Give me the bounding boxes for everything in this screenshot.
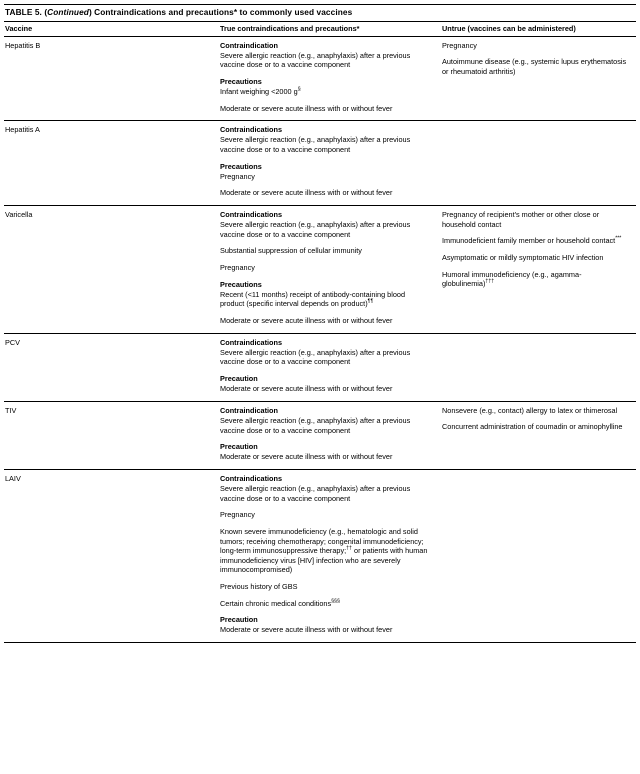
content-block	[220, 474, 430, 503]
block-text-main: Concurrent administration of coumadin or aminophylline	[442, 422, 623, 432]
cell-true-contraindications	[216, 121, 438, 206]
block-text	[442, 236, 628, 246]
block-heading: Precaution	[220, 442, 258, 452]
content-block	[220, 104, 430, 114]
cell-true-contraindications	[216, 469, 438, 642]
block-text-main: Pregnancy	[220, 263, 255, 273]
block-text	[442, 270, 628, 289]
block-heading: Contraindication	[220, 405, 278, 415]
cell-true-contraindications	[216, 401, 438, 469]
content-block	[220, 316, 430, 326]
cell-untrue	[438, 121, 636, 206]
content-block	[220, 338, 430, 367]
content-block	[220, 125, 430, 154]
block-text	[442, 210, 628, 229]
block-heading: Precaution	[220, 374, 258, 384]
footnote-marker: ††	[346, 545, 352, 552]
block-text-main: Pregnancy	[220, 510, 255, 520]
content-block	[220, 280, 430, 309]
block-text-main: Asymptomatic or mildly symptomatic HIV infection	[442, 252, 604, 262]
block-text-main: Moderate or severe acute illness with or without fever	[220, 625, 393, 635]
table-title-prefix: TABLE 5. (	[5, 7, 48, 17]
content-block	[220, 615, 430, 635]
content-block	[220, 41, 430, 70]
cell-vaccine	[4, 401, 216, 469]
block-text	[220, 384, 430, 394]
block-text-main: Immunodeficient family member or household contact	[442, 236, 616, 246]
block-text	[220, 51, 430, 70]
cell-vaccine	[4, 469, 216, 642]
content-block	[220, 406, 430, 435]
block-text-main: Severe allergic reaction (e.g., anaphylaxis) after a previous vaccine dose or to a vaccine component	[220, 484, 411, 503]
cell-vaccine	[4, 333, 216, 401]
block-text-main: Certain chronic medical conditions	[220, 598, 332, 608]
vaccine-label: Varicella	[5, 210, 33, 220]
block-text-main: Pregnancy	[220, 171, 255, 181]
block-text-main: Severe allergic reaction (e.g., anaphylaxis) after a previous vaccine dose or to a vaccine component	[220, 135, 411, 155]
block-heading: Precautions	[220, 279, 262, 289]
content-block	[442, 236, 628, 246]
cell-vaccine	[4, 121, 216, 206]
block-text-main: Autoimmune disease (e.g., systemic lupus erythematosis or rheumatoid arthritis)	[442, 57, 627, 76]
block-text-main: Previous history of GBS	[220, 582, 298, 592]
column-header-untrue: Untrue (vaccines can be administered)	[438, 21, 636, 36]
content-block	[220, 442, 430, 462]
content-block	[220, 210, 430, 239]
block-heading: Contraindication	[220, 40, 278, 50]
block-text	[220, 484, 430, 503]
cell-untrue	[438, 333, 636, 401]
vaccine-label: TIV	[5, 405, 17, 415]
content-block	[220, 162, 430, 182]
block-text	[220, 172, 430, 182]
content-block	[442, 253, 628, 263]
footnote-marker: †††	[485, 278, 495, 285]
table-row	[4, 333, 636, 401]
table-row	[4, 36, 636, 121]
block-text-main: Infant weighing <2000 g	[220, 87, 298, 97]
block-text	[220, 135, 430, 154]
table-title-rest: ) Contraindications and precautions* to commonly used vaccines	[88, 7, 353, 17]
block-heading: Contraindications	[220, 337, 283, 347]
footnote-marker: ***	[615, 235, 622, 242]
vaccine-label: Hepatitis A	[5, 125, 40, 135]
block-text-main: Moderate or severe acute illness with or without fever	[220, 103, 393, 113]
block-text	[220, 599, 430, 609]
block-text-main: Moderate or severe acute illness with or without fever	[220, 452, 393, 462]
block-text-main: Recent (<11 months) receipt of antibody-containing blood product (specific interval depends on product)	[220, 289, 406, 309]
block-text	[220, 510, 430, 520]
content-block	[220, 77, 430, 97]
block-text	[220, 452, 430, 462]
block-heading: Contraindications	[220, 125, 283, 135]
vaccine-label: PCV	[5, 337, 21, 347]
block-text	[220, 188, 430, 198]
block-text	[220, 220, 430, 239]
content-block	[442, 41, 628, 51]
block-text-main: Nonsevere (e.g., contact) allergy to latex or thimerosal	[442, 405, 618, 415]
content-block	[220, 599, 430, 609]
block-text	[220, 625, 430, 635]
content-block	[220, 510, 430, 520]
content-block	[442, 270, 628, 289]
content-block	[220, 527, 430, 575]
block-heading: Precaution	[220, 615, 258, 625]
block-heading: Precautions	[220, 76, 262, 86]
block-text-main: Substantial suppression of cellular immunity	[220, 246, 362, 256]
block-text	[220, 416, 430, 435]
block-text-main: Severe allergic reaction (e.g., anaphylaxis) after a previous vaccine dose or to a vaccine component	[220, 347, 411, 367]
block-text-main: Pregnancy of recipient's mother or other close or household contact	[442, 210, 600, 229]
block-text-main: Moderate or severe acute illness with or without fever	[220, 188, 393, 198]
block-text-main: Known severe immunodeficiency (e.g., hematologic and solid tumors; receiving chemotherapy; congenital immunodeficiency; long-term immunosuppressive therapy;	[220, 526, 424, 556]
table-header-row	[4, 21, 636, 36]
cell-true-contraindications	[216, 206, 438, 334]
block-text-main: Moderate or severe acute illness with or without fever	[220, 384, 393, 394]
block-text	[442, 57, 628, 76]
table-row	[4, 121, 636, 206]
vaccine-label: Hepatitis B	[5, 40, 41, 50]
block-text	[220, 290, 430, 309]
contraindications-table	[4, 21, 636, 642]
block-text	[220, 104, 430, 114]
block-text	[220, 582, 430, 592]
cell-vaccine	[4, 206, 216, 334]
footnote-marker: §§§	[331, 598, 340, 605]
table-title	[4, 5, 636, 21]
content-block	[442, 406, 628, 416]
block-text-main: Moderate or severe acute illness with or without fever	[220, 316, 393, 326]
content-block	[220, 582, 430, 592]
content-block	[220, 263, 430, 273]
vaccine-label: LAIV	[5, 473, 21, 483]
table-row	[4, 469, 636, 642]
table-body	[4, 36, 636, 642]
block-text	[220, 246, 430, 256]
block-text	[220, 316, 430, 326]
content-block	[442, 210, 628, 229]
block-heading: Contraindications	[220, 210, 283, 220]
block-text	[442, 422, 628, 432]
content-block	[220, 374, 430, 394]
column-header-true-contraindications: True contraindications and precautions*	[216, 21, 438, 36]
footnote-marker: §	[297, 86, 301, 93]
table-head	[4, 21, 636, 36]
block-text-main: Severe allergic reaction (e.g., anaphylaxis) after a previous vaccine dose or to a vaccine component	[220, 415, 411, 435]
content-block	[220, 246, 430, 256]
cell-untrue	[438, 36, 636, 121]
block-text-after: or patients with human immunodeficiency virus [HIV] infection who are severely immunocompromised)	[220, 546, 428, 575]
column-header-vaccine: Vaccine	[4, 21, 216, 36]
cell-true-contraindications	[216, 333, 438, 401]
block-text	[442, 41, 628, 51]
cell-untrue	[438, 206, 636, 334]
block-text	[220, 348, 430, 367]
block-heading: Precautions	[220, 161, 262, 171]
table-title-continued: Continued	[47, 7, 89, 17]
bottom-rule	[4, 642, 636, 643]
cell-untrue	[438, 401, 636, 469]
block-text	[442, 406, 628, 416]
cell-untrue	[438, 469, 636, 642]
block-text	[442, 253, 628, 263]
block-text-main: Pregnancy	[442, 40, 477, 50]
block-text	[220, 87, 430, 97]
block-text-main: Humoral immunodeficiency (e.g., agamma-globulinemia)	[442, 269, 582, 289]
cell-true-contraindications	[216, 36, 438, 121]
content-block	[220, 188, 430, 198]
table-row	[4, 206, 636, 334]
block-text-main: Severe allergic reaction (e.g., anaphylaxis) after a previous vaccine dose or to a vaccine component	[220, 50, 411, 70]
document-page	[0, 4, 640, 774]
content-block	[442, 422, 628, 432]
footnote-marker: ¶¶	[367, 299, 374, 306]
block-text	[220, 263, 430, 273]
content-block	[442, 57, 628, 76]
cell-vaccine	[4, 36, 216, 121]
block-text	[220, 527, 430, 575]
table-row	[4, 401, 636, 469]
block-heading: Contraindications	[220, 473, 283, 483]
block-text-main: Severe allergic reaction (e.g., anaphylaxis) after a previous vaccine dose or to a vaccine component	[220, 220, 411, 239]
